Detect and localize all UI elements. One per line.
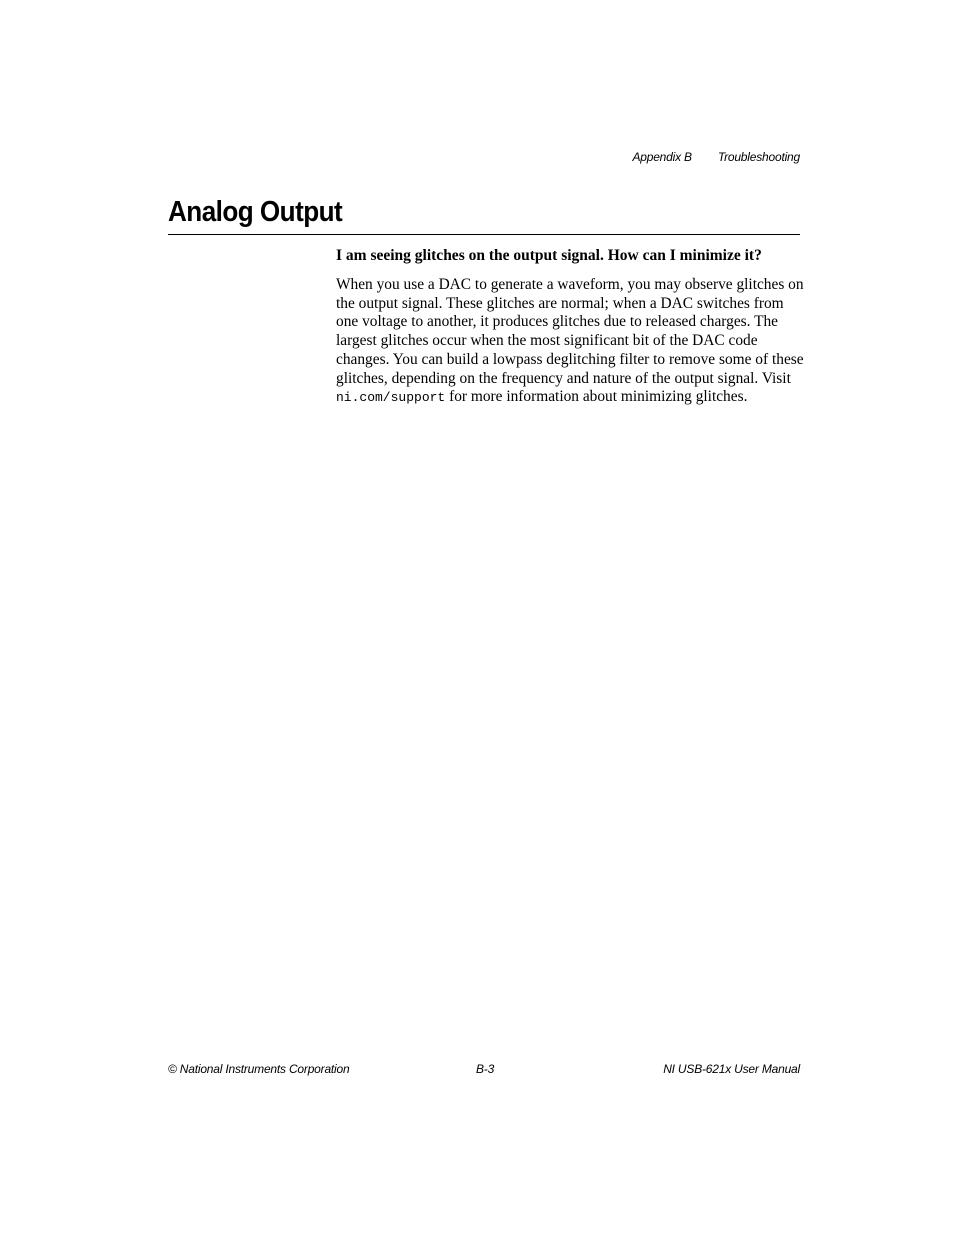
answer-line: changes. You can build a lowpass deglitching filter to remove some of these [336, 350, 804, 368]
footer-page-number: B-3 [476, 1062, 495, 1076]
title-rule [168, 234, 800, 235]
answer-line-rest: for more information about minimizing glitches. [445, 388, 748, 406]
section-title: Analog Output [168, 196, 343, 228]
question-heading: I am seeing glitches on the output signal. How can I minimize it? [336, 247, 762, 264]
answer-last-line [336, 388, 802, 408]
running-header [632, 150, 800, 164]
header-section: Troubleshooting [717, 150, 800, 164]
answer-line: When you use a DAC to generate a waveform, you may observe glitches on [336, 276, 804, 293]
footer-manual-title: NI USB-621x User Manual [663, 1062, 800, 1076]
answer-line: the output signal. These glitches are normal; when a DAC switches from [336, 294, 784, 312]
footer-copyright: © National Instruments Corporation [168, 1062, 350, 1076]
answer-line: one voltage to another, it produces glitches due to released charges. The [336, 313, 778, 331]
support-link[interactable]: ni.com/support [336, 390, 446, 406]
header-chapter: Appendix B [632, 150, 692, 164]
answer-line: glitches, depending on the frequency and nature of the output signal. Visit [336, 369, 791, 387]
answer-line: largest glitches occur when the most significant bit of the DAC code [336, 332, 758, 350]
answer-paragraph [336, 276, 802, 408]
